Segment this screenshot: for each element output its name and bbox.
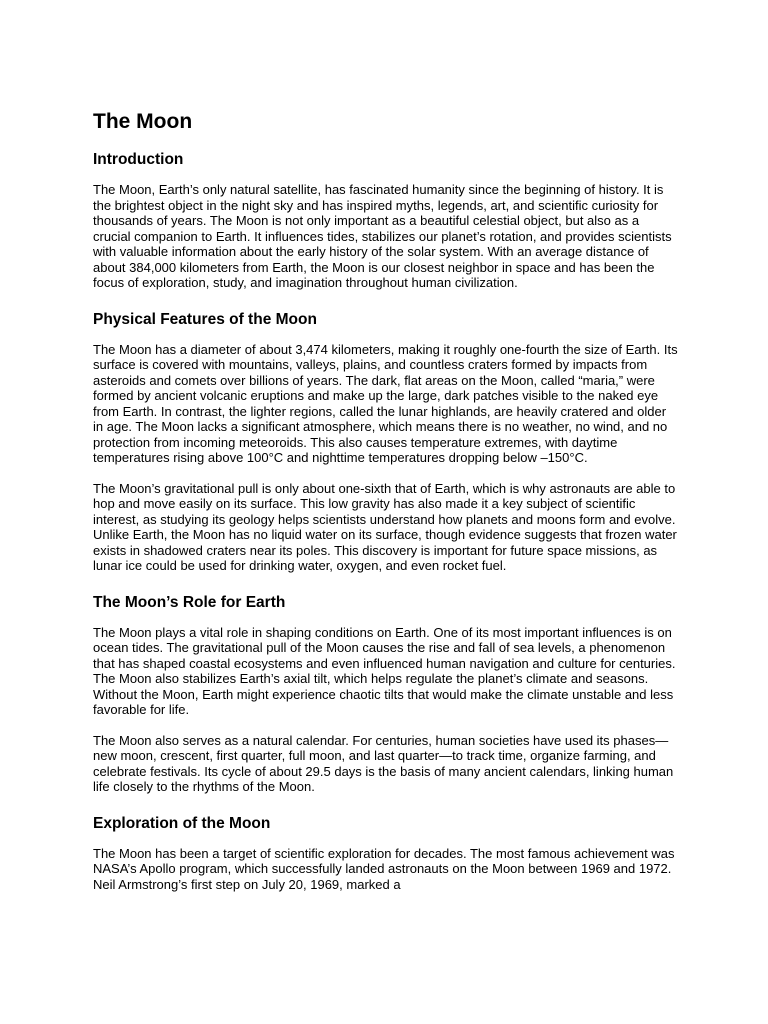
section-physical-features — [93, 310, 678, 574]
section-exploration — [93, 814, 678, 893]
paragraph: The Moon also serves as a natural calendar. For centuries, human societies have used its phases—new moon, crescent, first quarter, full moon, and last quarter—to track time, organize farming, and celebrate festivals. Its cycle of about 29.5 days is the basis of many ancient calendars, linking human life closely to the rhythms of the Moon. — [93, 732, 674, 794]
document-title: The Moon — [93, 110, 193, 133]
section-role-for-earth — [93, 593, 678, 795]
paragraph: The Moon, Earth’s only natural satellite, has fascinated humanity since the beginning of history. It is the brightest object in the night sky and has inspired myths, legends, art, and scientific curiosity for thousands of years. The Moon is not only important as a beautiful celestial object, but also as a crucial companion to Earth. It influences tides, stabilizes our planet’s rotation, and provides scientists with valuable information about the early history of the solar system. With an average distance of about 384,000 kilometers from Earth, the Moon is our closest neighbor in space and has been the focus of exploration, study, and imagination throughout human civilization. — [93, 182, 672, 290]
paragraph: The Moon has been a target of scientific exploration for decades. The most famous achievement was NASA’s Apollo program, which successfully landed astronauts on the Moon between 1969 and 1972. Neil Armstrong’s first step on July 20, 1969, marked a — [93, 845, 675, 892]
section-introduction — [93, 150, 678, 291]
paragraph: The Moon’s gravitational pull is only about one-sixth that of Earth, which is why astronauts are able to hop and move easily on its surface. This low gravity has also made it a key subject of scientific interest, as studying its geology helps scientists understand how planets and moons form and evolve. Unlike Earth, the Moon has no liquid water on its surface, though evidence suggests that frozen water exists in shadowed craters near its poles. This discovery is important for future space missions, as lunar ice could be used for drinking water, oxygen, and even rocket fuel. — [93, 480, 677, 573]
document-page — [93, 108, 678, 892]
section-heading: The Moon’s Role for Earth — [93, 593, 286, 611]
section-heading: Exploration of the Moon — [93, 814, 271, 832]
section-heading: Introduction — [93, 151, 184, 168]
paragraph: The Moon has a diameter of about 3,474 kilometers, making it roughly one-fourth the size of Earth. Its surface is covered with mountains, valleys, plains, and countless craters formed by impacts from asteroids and comets over billions of years. The dark, flat areas on the Moon, called “maria,” were formed by ancient volcanic eruptions and make up the large, dark patches visible to the naked eye from Earth. In contrast, the lighter regions, called the lunar highlands, are heavily cratered and older in age. The Moon lacks a significant atmosphere, which means there is no weather, no wind, and no protection from incoming meteoroids. This also causes temperature extremes, with daytime temperatures rising above 100°C and nighttime temperatures dropping below –150°C. — [93, 341, 678, 465]
section-heading: Physical Features of the Moon — [93, 310, 317, 328]
paragraph: The Moon plays a vital role in shaping conditions on Earth. One of its most important influences is on ocean tides. The gravitational pull of the Moon causes the rise and fall of sea levels, a phenomenon that has shaped coastal ecosystems and even influenced human navigation and culture for centuries. The Moon also stabilizes Earth’s axial tilt, which helps regulate the planet’s climate and seasons. Without the Moon, Earth might experience chaotic tilts that would make the climate unstable and less favorable for life. — [93, 624, 676, 717]
